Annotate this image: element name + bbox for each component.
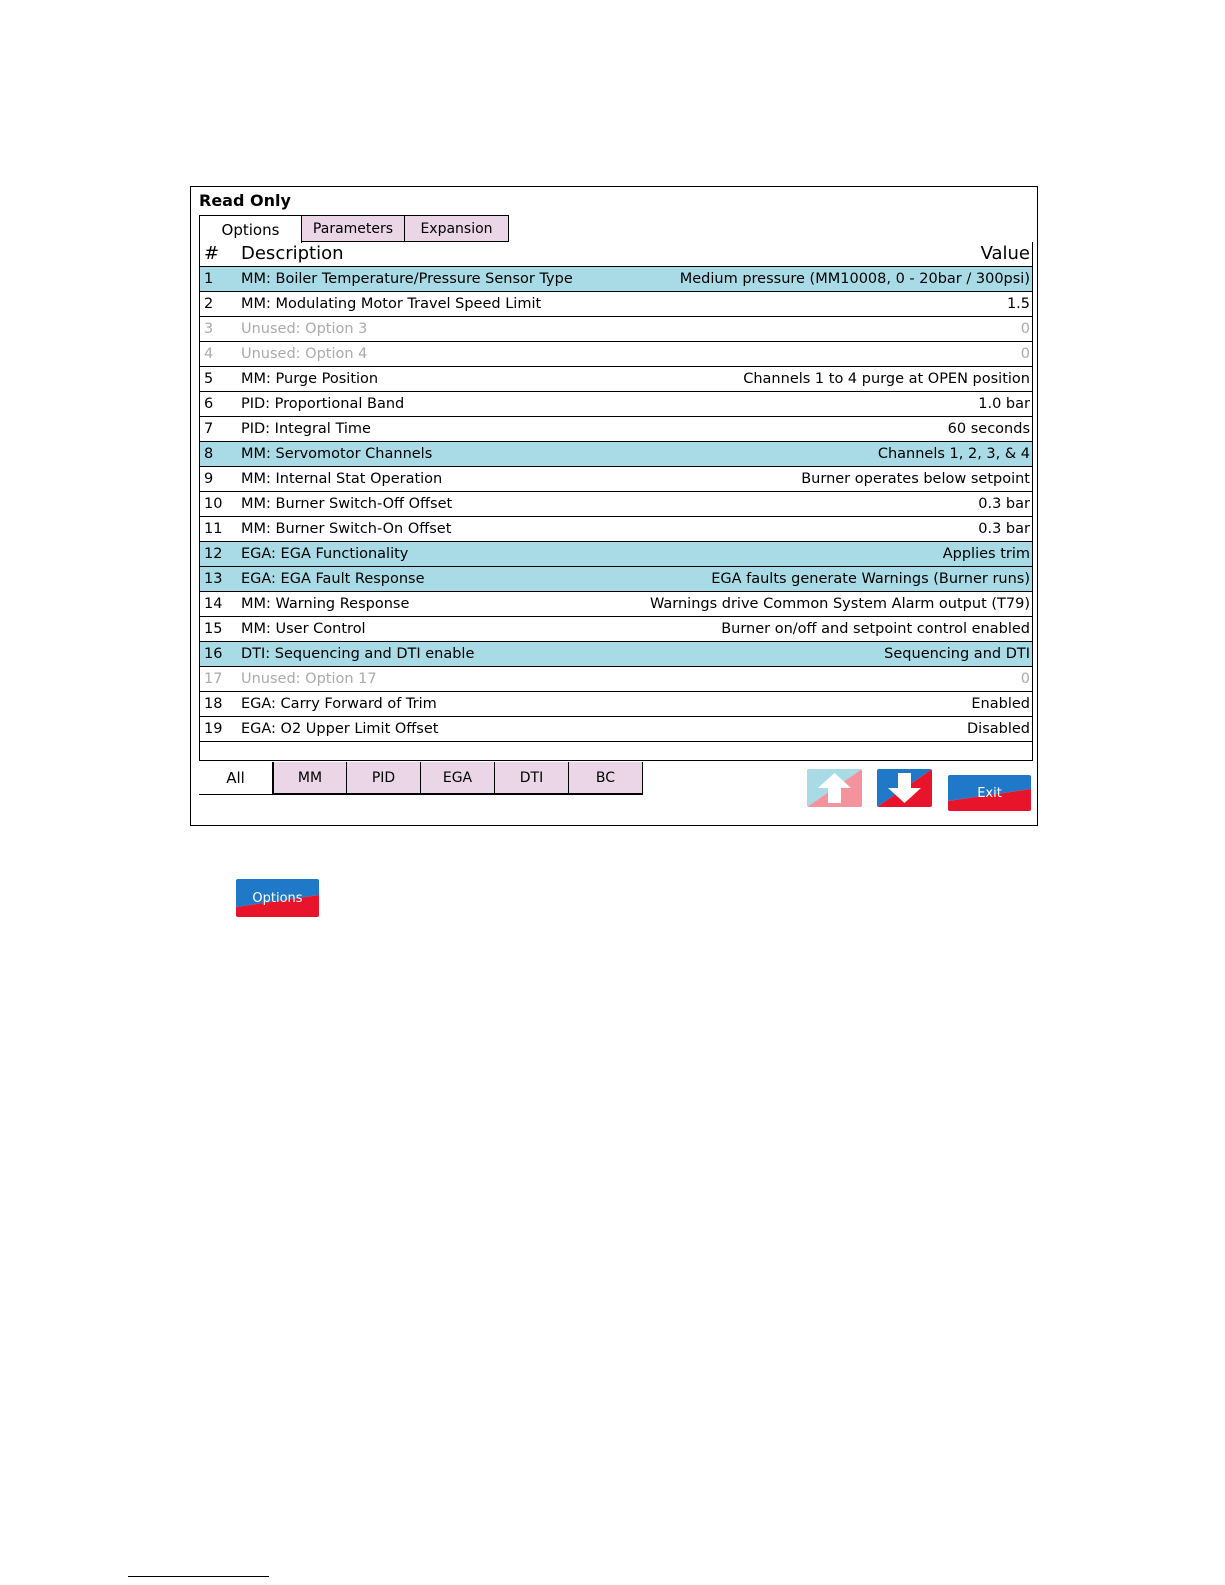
row-num: 13 bbox=[204, 571, 223, 587]
row-description: MM: Burner Switch-Off Offset bbox=[241, 496, 453, 512]
scroll-up-button[interactable] bbox=[807, 769, 862, 807]
row-description: PID: Integral Time bbox=[241, 421, 371, 437]
row-value: Warnings drive Common System Alarm output (T79) bbox=[649, 596, 1030, 612]
table-row[interactable] bbox=[200, 617, 1032, 642]
table-row[interactable] bbox=[200, 567, 1032, 592]
row-description: DTI: Sequencing and DTI enable bbox=[241, 646, 475, 662]
table-row[interactable] bbox=[200, 292, 1032, 317]
table-row[interactable] bbox=[200, 317, 1032, 342]
row-num: 9 bbox=[204, 471, 214, 487]
table-row[interactable] bbox=[200, 517, 1032, 542]
filter-mm[interactable]: MM bbox=[273, 762, 347, 794]
footnote-divider bbox=[128, 1576, 269, 1577]
row-value: 0 bbox=[1020, 346, 1030, 362]
row-description: EGA: EGA Functionality bbox=[241, 546, 409, 562]
row-value: 0 bbox=[1020, 321, 1030, 337]
row-num: 3 bbox=[204, 321, 214, 337]
row-num: 16 bbox=[204, 646, 223, 662]
table-row[interactable] bbox=[200, 642, 1032, 667]
row-description: MM: Modulating Motor Travel Speed Limit bbox=[241, 296, 542, 312]
row-num: 1 bbox=[204, 271, 214, 287]
row-description: Unused: Option 4 bbox=[241, 346, 368, 362]
row-value: Sequencing and DTI bbox=[884, 646, 1030, 662]
table-row[interactable] bbox=[200, 342, 1032, 367]
row-description: MM: User Control bbox=[241, 621, 366, 637]
panel-title: Read Only bbox=[199, 191, 291, 210]
scroll-down-button[interactable] bbox=[877, 769, 932, 807]
filter-pid[interactable]: PID bbox=[347, 762, 421, 794]
tab-bar bbox=[199, 215, 509, 243]
row-description: EGA: O2 Upper Limit Offset bbox=[241, 721, 439, 737]
tab-options[interactable]: Options bbox=[199, 215, 302, 243]
row-description: EGA: Carry Forward of Trim bbox=[241, 696, 437, 712]
exit-button[interactable] bbox=[948, 775, 1031, 811]
filter-bc[interactable]: BC bbox=[569, 762, 643, 794]
row-num: 8 bbox=[204, 446, 214, 462]
table-row[interactable] bbox=[200, 492, 1032, 517]
row-description: Unused: Option 3 bbox=[241, 321, 368, 337]
row-value: Applies trim bbox=[942, 546, 1030, 562]
table-row[interactable] bbox=[200, 717, 1032, 742]
row-description: PID: Proportional Band bbox=[241, 396, 405, 412]
table-row[interactable] bbox=[200, 542, 1032, 567]
table-row[interactable] bbox=[200, 442, 1032, 467]
row-description: Unused: Option 17 bbox=[241, 671, 377, 687]
read-only-panel bbox=[190, 186, 1038, 826]
arrow-down-icon bbox=[877, 769, 932, 807]
row-num: 11 bbox=[204, 521, 223, 537]
row-description: MM: Burner Switch-On Offset bbox=[241, 521, 452, 537]
row-description: MM: Purge Position bbox=[241, 371, 379, 387]
row-value: Disabled bbox=[967, 721, 1030, 737]
row-num: 18 bbox=[204, 696, 223, 712]
row-description: MM: Internal Stat Operation bbox=[241, 471, 443, 487]
row-description: MM: Warning Response bbox=[241, 596, 410, 612]
table-row[interactable] bbox=[200, 667, 1032, 692]
row-description: MM: Boiler Temperature/Pressure Sensor Type bbox=[241, 271, 573, 287]
row-num: 17 bbox=[204, 671, 223, 687]
tab-expansion[interactable]: Expansion bbox=[405, 215, 509, 242]
row-value: Burner on/off and setpoint control enabled bbox=[721, 621, 1030, 637]
filter-ega[interactable]: EGA bbox=[421, 762, 495, 794]
options-button[interactable] bbox=[236, 879, 319, 917]
exit-label: Exit bbox=[977, 785, 1002, 801]
row-value: Medium pressure (MM10008, 0 - 20bar / 300psi) bbox=[679, 271, 1030, 287]
row-num: 19 bbox=[204, 721, 223, 737]
arrow-up-icon bbox=[807, 769, 862, 807]
table-header bbox=[200, 242, 1032, 267]
table-row[interactable] bbox=[200, 267, 1032, 292]
options-label: Options bbox=[252, 890, 303, 906]
row-num: 6 bbox=[204, 396, 214, 412]
table-row[interactable] bbox=[200, 467, 1032, 492]
row-value: Burner operates below setpoint bbox=[801, 471, 1030, 487]
row-value: 0.3 bar bbox=[978, 496, 1030, 512]
row-value: EGA faults generate Warnings (Burner runs) bbox=[711, 571, 1030, 587]
row-num: 7 bbox=[204, 421, 214, 437]
tab-parameters[interactable]: Parameters bbox=[302, 215, 405, 242]
row-num: 5 bbox=[204, 371, 214, 387]
filter-dti[interactable]: DTI bbox=[495, 762, 569, 794]
options-table bbox=[199, 242, 1033, 761]
category-filter-bar bbox=[199, 762, 643, 795]
filter-all[interactable]: All bbox=[199, 762, 273, 794]
row-num: 15 bbox=[204, 621, 223, 637]
table-row[interactable] bbox=[200, 692, 1032, 717]
row-num: 14 bbox=[204, 596, 223, 612]
table-row[interactable] bbox=[200, 367, 1032, 392]
row-value: Channels 1 to 4 purge at OPEN position bbox=[743, 371, 1030, 387]
row-num: 12 bbox=[204, 546, 223, 562]
header-num: # bbox=[204, 243, 220, 264]
row-value: 60 seconds bbox=[947, 421, 1030, 437]
row-value: 0 bbox=[1020, 671, 1030, 687]
row-value: Channels 1, 2, 3, & 4 bbox=[877, 446, 1030, 462]
row-num: 2 bbox=[204, 296, 214, 312]
row-value: Enabled bbox=[971, 696, 1030, 712]
row-num: 10 bbox=[204, 496, 223, 512]
row-num: 4 bbox=[204, 346, 214, 362]
row-value: 1.5 bbox=[1006, 296, 1030, 312]
header-description: Description bbox=[241, 243, 344, 264]
row-value: 0.3 bar bbox=[978, 521, 1030, 537]
table-row[interactable] bbox=[200, 592, 1032, 617]
row-description: EGA: EGA Fault Response bbox=[241, 571, 425, 587]
header-value: Value bbox=[980, 243, 1030, 264]
table-row[interactable] bbox=[200, 417, 1032, 442]
row-description: MM: Servomotor Channels bbox=[241, 446, 433, 462]
row-value: 1.0 bar bbox=[978, 396, 1030, 412]
table-row[interactable] bbox=[200, 392, 1032, 417]
